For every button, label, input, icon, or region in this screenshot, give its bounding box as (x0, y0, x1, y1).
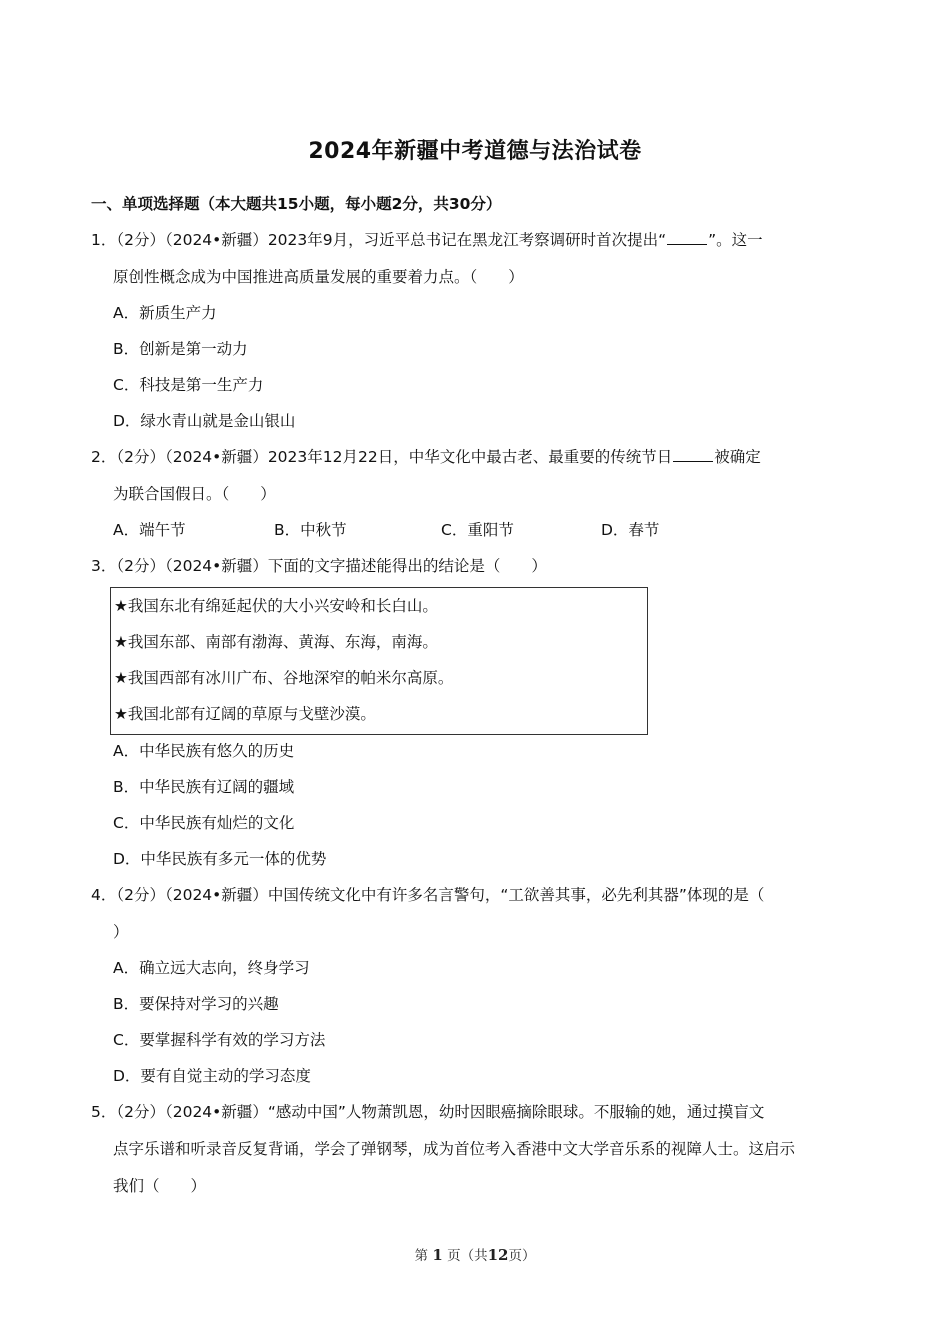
question-2-stem: 2．（2分）（2024•新疆）2023年12月22日，中华文化中最古老、最重要的传统节日 被确定 (91, 448, 761, 466)
page-footer: 第 1 页（共12页） (414, 1246, 536, 1264)
question-4-option-c: C．要掌握科学有效的学习方法 (113, 1031, 326, 1049)
question-1-option-a: A．新质生产力 (113, 304, 217, 322)
question-5-stem: 5．（2分）（2024•新疆）“感动中国”人物萧凯恩，幼时因眼癌摘除眼球。不服输的她，通过摸盲文 (91, 1103, 765, 1121)
question-1-stem-cont: 原创性概念成为中国推进高质量发展的重要着力点。（ ） (113, 268, 524, 286)
question-1-option-d: D．绿水青山就是金山银山 (113, 412, 296, 430)
question-2-option-c: C．重阳节 (441, 521, 514, 539)
question-4-option-b: B．要保持对学习的兴趣 (113, 995, 279, 1013)
question-4-option-d: D．要有自觉主动的学习态度 (113, 1067, 311, 1085)
question-3-option-c: C．中华民族有灿烂的文化 (113, 814, 295, 832)
question-1-stem: 1．（2分）（2024•新疆）2023年9月，习近平总书记在黑龙江考察调研时首次提出“ ”。这一 (91, 231, 763, 249)
page-total: 12 (487, 1246, 509, 1264)
quote-line-3: ★我国西部有冰川广布、谷地深窄的帕米尔高原。 (114, 669, 454, 687)
question-4-option-a: A．确立远大志向，终身学习 (113, 959, 310, 977)
question-2-stem-cont: 为联合国假日。（ ） (113, 485, 276, 503)
question-5-stem-cont: 点字乐谱和听录音反复背诵，学会了弹钢琴，成为首位考入香港中文大学音乐系的视障人士。这启示 (113, 1140, 796, 1158)
question-1-option-c: C．科技是第一生产力 (113, 376, 264, 394)
quote-line-2: ★我国东部、南部有渤海、黄海、东海，南海。 (114, 633, 438, 651)
question-2-option-d: D．春节 (601, 521, 660, 539)
quote-line-1: ★我国东北有绵延起伏的大小兴安岭和长白山。 (114, 597, 438, 615)
question-4-stem: 4．（2分）（2024•新疆）中国传统文化中有许多名言警句，“工欲善其事，必先利其器”体现的是（ (91, 886, 765, 904)
question-1-option-b: B．创新是第一动力 (113, 340, 248, 358)
answer-blank (667, 230, 707, 245)
quote-line-4: ★我国北部有辽阔的草原与戈壁沙漠。 (114, 705, 376, 723)
page-number: 1 (432, 1246, 443, 1264)
question-3-option-b: B．中华民族有辽阔的疆域 (113, 778, 295, 796)
answer-blank (673, 447, 713, 462)
question-2-option-b: B．中秋节 (274, 521, 347, 539)
question-3-option-d: D．中华民族有多元一体的优势 (113, 850, 327, 868)
question-5-stem-cont-2: 我们（ ） (113, 1177, 207, 1195)
page-title: 2024年新疆中考道德与法治试卷 (308, 139, 642, 164)
section-heading: 一、单项选择题（本大题共15小题，每小题2分，共30分） (91, 195, 502, 213)
question-4-stem-cont: ） (113, 923, 129, 941)
question-3-stem: 3．（2分）（2024•新疆）下面的文字描述能得出的结论是（ ） (91, 557, 547, 575)
question-2-option-a: A．端午节 (113, 521, 186, 539)
quote-box (110, 587, 648, 735)
question-3-option-a: A．中华民族有悠久的历史 (113, 742, 295, 760)
